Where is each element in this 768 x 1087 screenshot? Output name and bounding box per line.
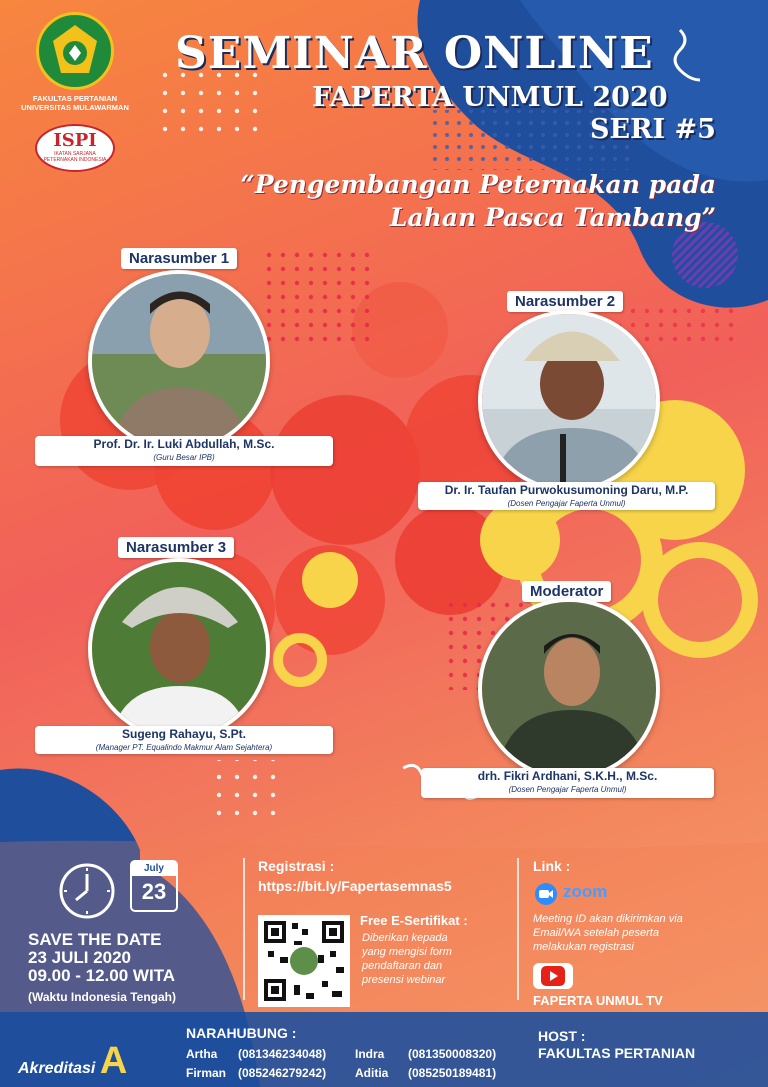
ispi-text-line: PETERNAKAN INDONESIA <box>43 157 107 163</box>
faculty-logo <box>36 12 114 90</box>
speaker-2-tag: Narasumber 2 <box>507 291 623 312</box>
qr-code-icon[interactable] <box>258 915 350 1007</box>
ispi-mark: ISPI <box>53 130 97 151</box>
youtube-icon[interactable] <box>533 963 573 989</box>
topic-line: Lahan Pasca Tambang” <box>389 203 716 232</box>
contact-name: Firman <box>186 1066 227 1080</box>
person-silhouette-icon <box>482 314 656 488</box>
host-value: FAKULTAS PERTANIAN <box>538 1045 696 1061</box>
speaker-2-caption <box>418 482 715 510</box>
contact-name: Indra <box>355 1047 385 1061</box>
host-label: HOST : <box>538 1028 586 1044</box>
topic-line: “Pengembangan Peternakan pada <box>240 170 716 199</box>
contact-name: Aditia <box>355 1066 389 1080</box>
registration-link[interactable]: https://bit.ly/Fapertasemnas5 <box>258 878 452 894</box>
link-label: Link : <box>533 858 571 874</box>
moderator-name: drh. Fikri Ardhani, S.K.H., M.Sc. <box>477 769 658 783</box>
meeting-line: Email/WA setelah peserta <box>533 927 659 939</box>
save-the-date <box>28 931 175 985</box>
certificate-line: Diberikan kepada <box>362 932 448 944</box>
certificate-line: pendaftaran dan <box>362 960 443 972</box>
speaker-1-name: Prof. Dr. Ir. Luki Abdullah, M.Sc. <box>93 437 275 451</box>
speaker-3-photo <box>88 558 270 740</box>
moderator-tag: Moderator <box>522 581 611 602</box>
registration-label: Registrasi : <box>258 858 335 874</box>
zoom-icon[interactable] <box>535 883 557 905</box>
moderator-photo <box>478 598 660 780</box>
speaker-2-role: (Dosen Pengajar Faperta Unmul) <box>507 499 626 508</box>
event-time: 09.00 - 12.00 WITA <box>28 966 176 985</box>
speaker-1-role: (Guru Besar IPB) <box>153 453 215 462</box>
video-camera-icon <box>535 883 557 905</box>
youtube-channel-name[interactable]: FAPERTA UNMUL TV <box>533 993 663 1008</box>
play-icon <box>533 963 573 989</box>
contact-phone[interactable]: (085250189481) <box>408 1066 497 1080</box>
contact-phone[interactable]: (081346234048) <box>238 1047 327 1061</box>
calendar-icon <box>130 860 178 912</box>
person-silhouette-icon <box>92 562 266 736</box>
person-silhouette-icon <box>92 274 266 448</box>
contact-phone[interactable]: (081350008320) <box>408 1047 497 1061</box>
speaker-1-photo <box>88 270 270 452</box>
accreditation-word: Akreditasi <box>18 1060 96 1077</box>
faculty-caption-line: FAKULTAS PERTANIAN <box>32 94 118 103</box>
speaker-1-caption <box>35 436 333 466</box>
seminar-topic <box>196 168 716 234</box>
meeting-line: melakukan registrasi <box>533 941 634 953</box>
clock-icon <box>58 862 116 920</box>
contacts-label: NARAHUBUNG : <box>186 1025 297 1041</box>
moderator-role: (Dosen Pengajar Faperta Unmul) <box>508 785 627 794</box>
certificate-label: Free E-Sertifikat : <box>360 913 468 928</box>
seminar-title: SEMINAR ONLINE <box>175 28 654 79</box>
speaker-3-tag: Narasumber 3 <box>118 537 234 558</box>
speaker-3-role: (Manager PT. Equalindo Makmur Alam Sejahtera) <box>95 743 273 752</box>
meeting-line: Meeting ID akan dikirimkan via <box>533 913 683 925</box>
ispi-text-line: IKATAN SARJANA <box>54 151 96 157</box>
event-date: 23 JULI 2020 <box>28 948 132 967</box>
seminar-series: SERI #5 <box>590 114 716 145</box>
save-the-date-label: SAVE THE DATE <box>28 930 162 949</box>
speaker-3-name: Sugeng Rahayu, S.Pt. <box>121 727 247 741</box>
certificate-description <box>362 931 452 987</box>
speaker-2-photo <box>478 310 660 492</box>
speaker-3-caption <box>35 726 333 754</box>
speaker-1-tag: Narasumber 1 <box>121 248 237 269</box>
timezone-note: (Waktu Indonesia Tengah) <box>28 990 177 1004</box>
university-caption-line: UNIVERSITAS MULAWARMAN <box>21 103 129 112</box>
calendar-month: July <box>132 862 176 876</box>
zoom-wordmark[interactable]: zoom <box>563 882 608 901</box>
contact-name: Artha <box>186 1047 218 1061</box>
contact-phone[interactable]: (085246279242) <box>238 1066 327 1080</box>
ispi-logo <box>35 124 115 172</box>
certificate-line: presensi webinar <box>362 974 446 986</box>
speaker-2-name: Dr. Ir. Taufan Purwokusumoning Daru, M.P. <box>444 483 689 497</box>
calendar-day: 23 <box>141 879 167 904</box>
seminar-subtitle: FAPERTA UNMUL 2020 <box>312 82 668 113</box>
accreditation-badge <box>18 1040 127 1083</box>
certificate-line: yang mengisi form <box>362 946 452 958</box>
person-silhouette-icon <box>482 602 656 776</box>
meeting-info <box>533 912 683 954</box>
university-emblem-icon <box>39 15 111 87</box>
faculty-logo-caption <box>10 94 140 112</box>
accreditation-grade: A <box>99 1040 128 1082</box>
moderator-caption <box>421 768 714 798</box>
